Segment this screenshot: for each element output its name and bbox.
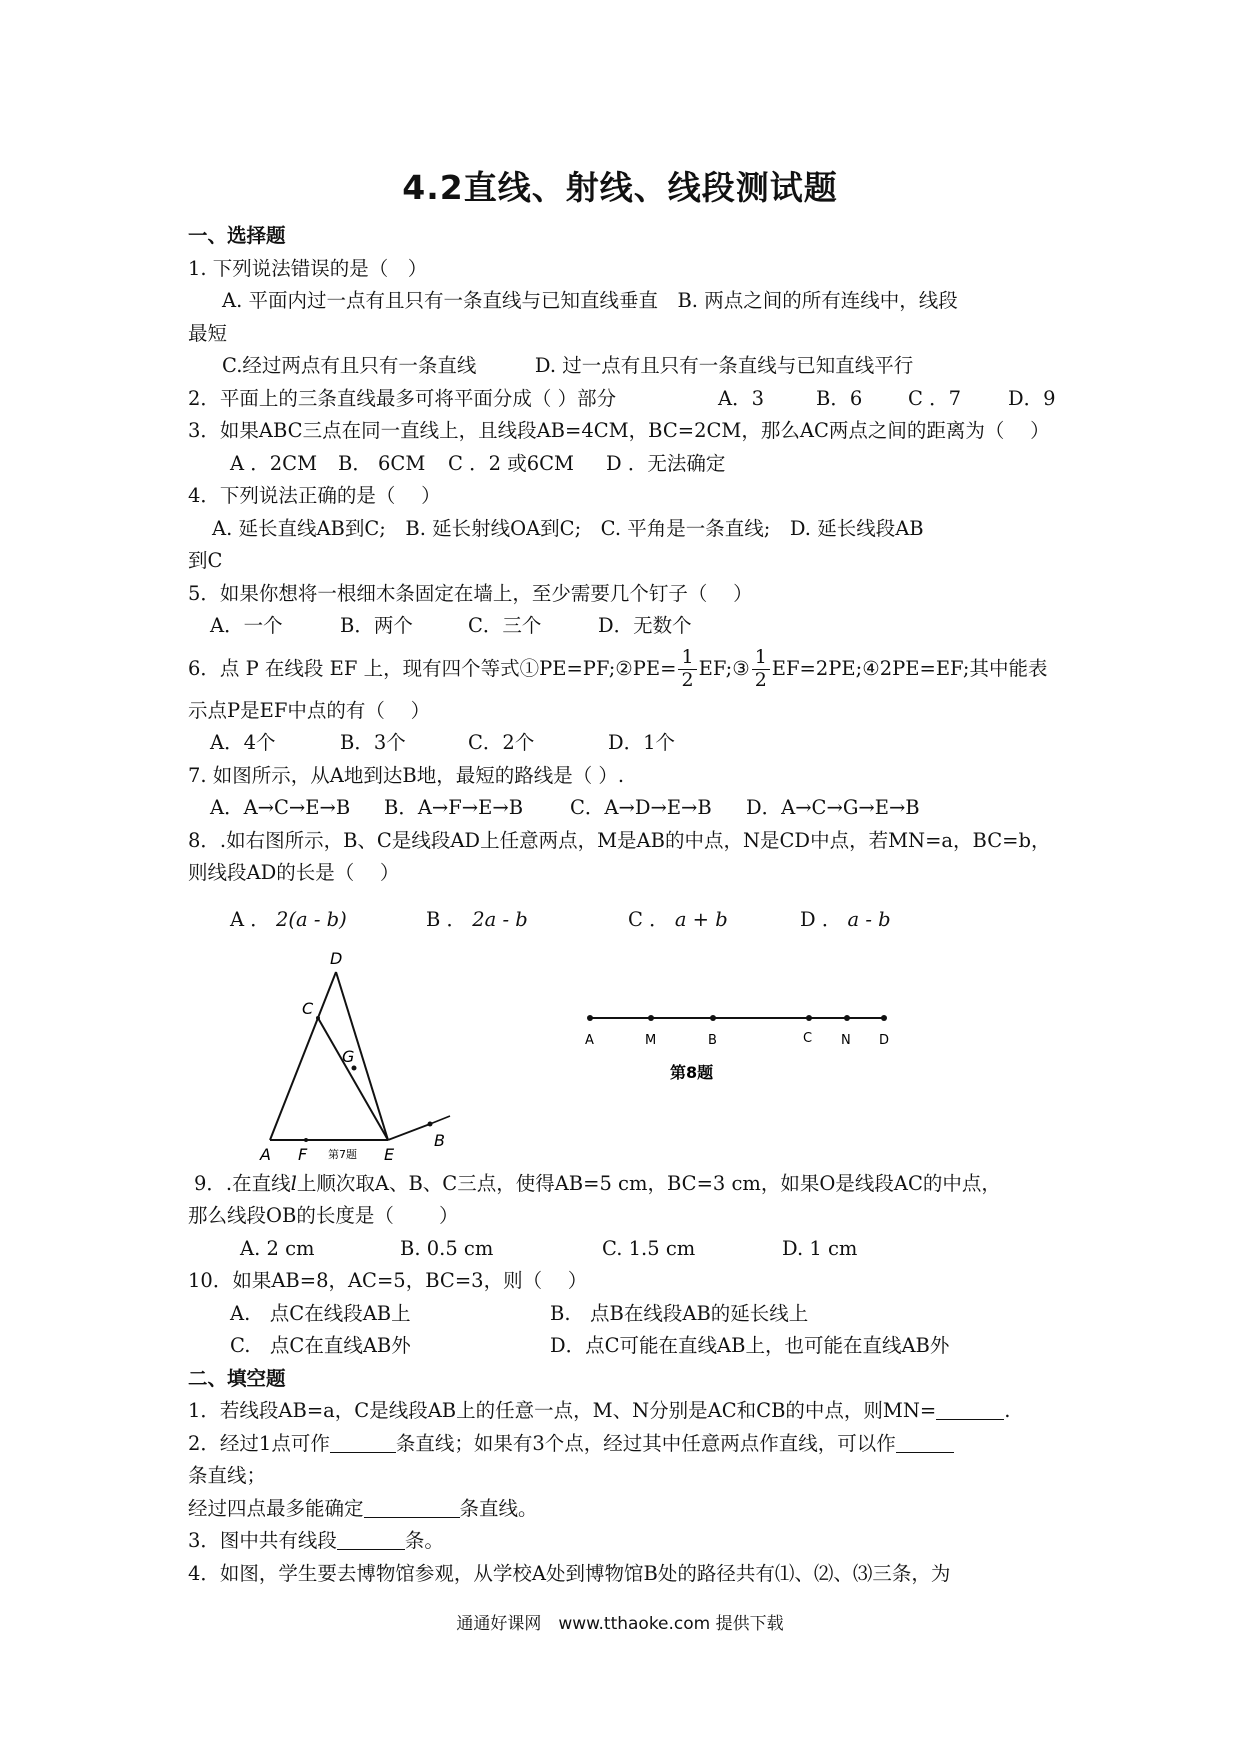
q10-option-c: C. 点C在直线AB外 — [230, 1334, 411, 1357]
answer-blank[interactable] — [896, 1432, 954, 1453]
page-title: 4.2直线、射线、线段测试题 — [402, 168, 838, 207]
fraction-denominator: 2 — [754, 668, 767, 691]
point-F — [304, 1138, 308, 1142]
q8-options — [188, 890, 1068, 950]
q6-stem-part1: 6．点 P 在线段 EF 上，现有四个等式①PE=PF;②PE= — [188, 656, 677, 680]
fraction-denominator: 2 — [681, 668, 694, 691]
q10-option-a: A. 点C在线段AB上 — [230, 1301, 411, 1325]
figure-7-caption: 第7题 — [328, 1147, 357, 1161]
point-A — [587, 1015, 593, 1021]
label-B: B — [434, 1130, 445, 1150]
q9-stem-part1: 9．.在直线 — [194, 1171, 291, 1195]
fill-3 — [188, 1525, 1068, 1558]
q6-option-d: D．1个 — [608, 731, 676, 754]
q7-stem: 7. 如图所示，从A地到达B地，最短的路线是（ ）. — [188, 763, 625, 787]
q5-option-a: A．一个 — [210, 614, 283, 637]
fill-2-line3-part2: 条直线。 — [459, 1496, 538, 1520]
option-label: D ． — [800, 907, 842, 931]
q8-stem-cont: 则线段AD的长是（ ） — [188, 861, 400, 884]
q6-option-b: B．3个 — [340, 731, 406, 754]
q9-option-c: C. 1.5 cm — [602, 1236, 696, 1260]
q5-option-b: B．两个 — [340, 614, 413, 637]
point-C — [806, 1015, 812, 1021]
q10-option-b: B. 点B在线段AB的延长线上 — [550, 1301, 809, 1325]
fraction-numerator: 1 — [752, 647, 770, 670]
fill-2 — [188, 1428, 1068, 1461]
q9-stem — [188, 1168, 1068, 1201]
segment-EB — [388, 1124, 430, 1140]
fill-1 — [188, 1395, 1068, 1428]
q1-stem: 1. 下列说法错误的是（ ） — [188, 256, 428, 280]
q3-option-a: A ．2CM — [230, 451, 318, 475]
fraction-numerator: 1 — [678, 647, 696, 670]
figure-8-caption: 第8题 — [670, 1062, 714, 1082]
q7-option-b: B．A→F→E→B — [384, 796, 524, 819]
label-A: A — [585, 1032, 594, 1048]
label-C: C — [302, 998, 314, 1018]
point-M — [648, 1015, 654, 1021]
point-B — [428, 1121, 433, 1126]
label-C: C — [803, 1030, 813, 1046]
worksheet-content — [188, 220, 1068, 1590]
figure-8 — [585, 1015, 889, 1082]
option-expression: a - b — [847, 907, 891, 931]
q2-row — [188, 383, 1068, 416]
point-N — [844, 1015, 850, 1021]
q6-stem-cont: 示点P是EF中点的有（ ） — [188, 698, 431, 722]
page-footer: 通通好课网 www.tthaoke.com 提供下载 — [456, 1614, 784, 1634]
q2-stem: 2．平面上的三条直线最多可将平面分成（ ）部分 — [188, 386, 617, 410]
q7-option-d: D．A→C→G→E→B — [746, 796, 920, 819]
q2-option-c: C ．7 — [908, 386, 962, 410]
q5-options — [188, 610, 1068, 643]
fill-1-tail: . — [1004, 1399, 1011, 1422]
answer-blank[interactable] — [936, 1399, 1004, 1420]
fill-2-part1: 2．经过1点可作 — [188, 1431, 330, 1455]
answer-blank[interactable] — [364, 1497, 460, 1518]
label-D: D — [330, 949, 343, 968]
answer-blank[interactable] — [337, 1529, 405, 1550]
point-B — [710, 1015, 716, 1021]
figures-row — [188, 950, 1068, 1168]
option-label: C ． — [628, 907, 669, 931]
q5-stem: 5．如果你想将一根细木条固定在墙上，至少需要几个钉子（ ） — [188, 581, 753, 605]
q8-option-a — [230, 890, 347, 950]
option-expression: 2a - b — [472, 907, 528, 931]
fill-2-line3-part1: 经过四点最多能确定 — [188, 1496, 364, 1520]
q10-options-cd — [188, 1330, 1068, 1363]
label-M: M — [645, 1032, 657, 1048]
q10-option-d: D．点C可能在直线AB上，也可能在直线AB外 — [550, 1334, 950, 1357]
q3-options — [188, 448, 1068, 481]
q6-stem-part2: EF;③ — [698, 656, 750, 680]
q1-options-ab-cont: 最短 — [188, 321, 228, 345]
q6-option-c: C．2个 — [468, 731, 535, 754]
label-A: A — [260, 1144, 271, 1164]
q3-option-d: D ．无法确定 — [606, 451, 726, 475]
q9-line-variable: l — [290, 1171, 297, 1195]
q8-option-d — [800, 890, 891, 950]
q4-options: A. 延长直线AB到C; B. 延长射线OA到C; C. 平角是一条直线; D. 延长线段AB — [212, 516, 924, 540]
q8-option-b — [426, 890, 528, 950]
q6-fraction-half-2 — [752, 647, 770, 692]
q5-option-d: D．无数个 — [598, 614, 692, 637]
q1-options-ab: A. 平面内过一点有且只有一条直线与已知直线垂直 B. 两点之间的所有连线中，线段 — [222, 289, 958, 312]
fill-2-cont: 条直线； — [188, 1464, 267, 1487]
fill-2-line3 — [188, 1493, 1068, 1526]
fill-1-text: 1．若线段AB=a，C是线段AB上的任意一点，M、N分别是AC和CB的中点，则MN= — [188, 1399, 937, 1422]
fill-3-part1: 3．图中共有线段 — [188, 1529, 337, 1552]
label-D: D — [879, 1032, 890, 1048]
figures-svg — [188, 950, 1068, 1168]
q7-option-c: C．A→D→E→B — [570, 796, 712, 819]
option-expression: a + b — [674, 907, 728, 931]
point-G — [352, 1065, 357, 1070]
q2-option-a: A．3 — [718, 386, 764, 410]
q6-options — [188, 727, 1068, 760]
ray-extension — [430, 1116, 450, 1124]
q9-stem-part2: 上顺次取A、B、C三点，使得AB=5 cm，BC=3 cm，如果O是线段AC的中点， — [296, 1171, 1001, 1195]
q2-option-d: D．9 — [1008, 386, 1056, 410]
fill-4: 4．如图，学生要去博物馆参观，从学校A处到博物馆B处的路径共有⑴、⑵、⑶三条，为 — [188, 1561, 951, 1585]
q6-fraction-half — [678, 647, 696, 692]
q10-stem: 10．如果AB=8，AC=5，BC=3，则（ ） — [188, 1269, 588, 1292]
section-heading-fill: 二、填空题 — [188, 1366, 286, 1390]
q8-stem: 8．.如右图所示，B、C是线段AD上任意两点，M是AB的中点，N是CD中点，若MN=a，BC=b， — [188, 828, 1051, 852]
q2-option-b: B．6 — [816, 386, 863, 410]
option-label: A ． — [230, 907, 270, 931]
q6-option-a: A．4个 — [210, 731, 276, 754]
fill-3-part2: 条。 — [404, 1529, 444, 1552]
segment-CE — [318, 1018, 388, 1140]
q9-options — [188, 1233, 1068, 1266]
section-heading-choice: 一、选择题 — [188, 224, 286, 247]
q4-options-cont: 到C — [188, 549, 223, 572]
q4-stem: 4．下列说法正确的是（ ） — [188, 484, 441, 507]
fill-2-part2: 条直线；如果有3个点，经过其中任意两点作直线，可以作 — [395, 1431, 896, 1455]
label-E: E — [384, 1144, 395, 1164]
option-expression: 2(a - b) — [275, 907, 347, 931]
figure-7 — [259, 950, 450, 1164]
q6-stem-part3: EF=2PE;④2PE=EF;其中能表 — [771, 656, 1048, 680]
q1-options-cd: C.经过两点有且只有一条直线 D. 过一点有且只有一条直线与已知直线平行 — [222, 354, 914, 377]
q6-stem — [188, 643, 1068, 695]
label-B: B — [708, 1032, 717, 1048]
q10-options-ab — [188, 1298, 1068, 1331]
point-C — [316, 1016, 320, 1020]
q8-option-c — [628, 890, 728, 950]
q7-option-a: A．A→C→E→B — [210, 796, 351, 819]
q9-stem-cont: 那么线段OB的长度是（ ） — [188, 1204, 459, 1227]
segment-AD — [270, 972, 336, 1140]
label-G: G — [342, 1046, 355, 1066]
q9-option-a: A. 2 cm — [240, 1236, 315, 1260]
q5-option-c: C．三个 — [468, 614, 542, 637]
q9-option-b: B. 0.5 cm — [400, 1236, 494, 1260]
point-D — [881, 1015, 887, 1021]
q3-option-b: B． 6CM — [338, 451, 426, 475]
label-F: F — [298, 1144, 308, 1164]
q9-option-d: D. 1 cm — [782, 1236, 858, 1260]
answer-blank[interactable] — [330, 1432, 396, 1453]
option-label: B ． — [426, 907, 467, 931]
q7-options — [188, 792, 1068, 825]
q3-stem: 3．如果ABC三点在同一直线上，且线段AB=4CM，BC=2CM，那么AC两点之间的距离为（ ） — [188, 419, 1050, 442]
q3-option-c: C ．2 或6CM — [448, 451, 575, 475]
label-N: N — [841, 1032, 851, 1048]
